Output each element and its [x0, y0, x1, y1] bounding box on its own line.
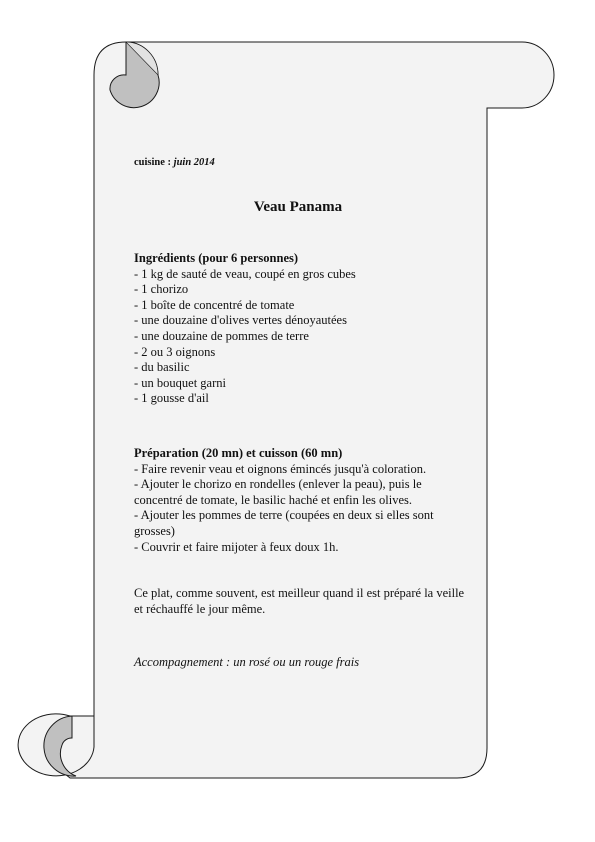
preparation-step: - Couvrir et faire mijoter à feux doux 1h. [134, 539, 339, 554]
ingredient-item: - 1 kg de sauté de veau, coupé en gros cubes [134, 266, 356, 281]
ingredient-item: - une douzaine de pommes de terre [134, 328, 309, 343]
header-date: juin 2014 [173, 157, 215, 168]
header-line [134, 157, 215, 168]
ingredient-item: - une douzaine d'olives vertes dénoyautées [134, 313, 347, 328]
ingredient-item: - 2 ou 3 oignons [134, 344, 216, 359]
ingredient-item: - 1 chorizo [134, 282, 189, 297]
preparation-step: - Ajouter le chorizo en rondelles (enlever la peau), puis le concentré de tomate, le basilic haché et enfin les olives. [134, 477, 422, 507]
preparation-step: - Ajouter les pommes de terre (coupées en deux si elles sont grosses) [134, 508, 434, 538]
ingredient-item: - un bouquet garni [134, 375, 226, 390]
ingredient-item: - 1 gousse d'ail [134, 391, 209, 406]
recipe-note: Ce plat, comme souvent, est meilleur quand il est préparé la veille et réchauffé le jour même. [134, 586, 465, 616]
preparation-step: - Faire revenir veau et oignons émincés jusqu'à coloration. [134, 461, 427, 476]
header-label: cuisine : [134, 157, 172, 168]
preparation-heading: Préparation (20 mn) et cuisson (60 mn) [134, 446, 343, 460]
recipe-title: Veau Panama [253, 199, 343, 215]
accompaniment-line: Accompagnement : un rosé ou un rouge frais [134, 655, 360, 669]
ingredients-list [134, 267, 469, 407]
preparation-steps [134, 462, 469, 556]
preparation-section [134, 446, 469, 555]
ingredient-item: - du basilic [134, 360, 190, 375]
ingredient-item: - 1 boîte de concentré de tomate [134, 297, 295, 312]
ingredients-section [134, 251, 469, 407]
ingredients-heading: Ingrédients (pour 6 personnes) [134, 251, 299, 265]
